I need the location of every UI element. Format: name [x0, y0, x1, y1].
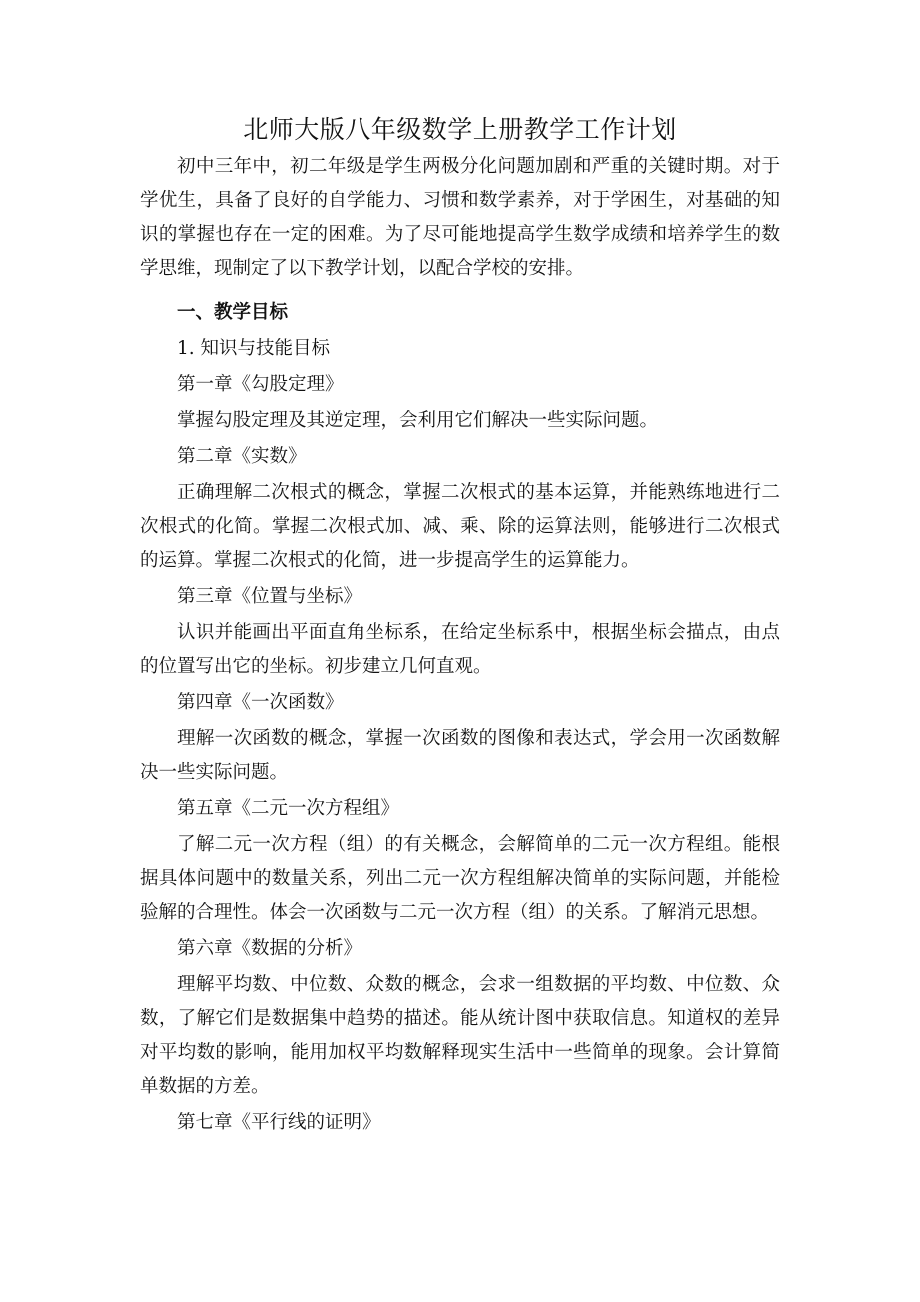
intro-paragraph: 初中三年中，初二年级是学生两极分化问题加剧和严重的关键时期。对于学优生，具备了良好的自学能力、习惯和数学素养，对于学困生，对基础的知识的掌握也存在一定的困难。为了尽可能地提高学生数学成绩和培养学生的数学思维，现制定了以下教学计划，以配合学校的安排。	[140, 156, 780, 279]
chapter-1-text: 掌握勾股定理及其逆定理，会利用它们解决一些实际问题。	[177, 410, 659, 431]
chapter-2-title: 第二章《实数》	[177, 446, 307, 467]
chapter-1-title: 第一章《勾股定理》	[177, 374, 344, 395]
document-title: 北师大版八年级数学上册教学工作计划	[243, 115, 677, 144]
subsection-heading: 1. 知识与技能目标	[177, 338, 331, 359]
section-heading: 一、教学目标	[177, 302, 289, 323]
chapter-5-title: 第五章《二元一次方程组》	[177, 798, 400, 819]
document-body	[140, 150, 780, 1140]
chapter-6-title: 第六章《数据的分析》	[177, 938, 363, 959]
chapter-7-title: 第七章《平行线的证明》	[177, 1112, 381, 1133]
chapter-3-title: 第三章《位置与坐标》	[177, 586, 363, 607]
chapter-5-text: 了解二元一次方程（组）的有关概念，会解简单的二元一次方程组。能根据具体问题中的数量关系，列出二元一次方程组解决简单的实际问题，并能检验解的合理性。体会一次函数与二元一次方程（组）的关系。了解消元思想。	[140, 834, 780, 923]
chapter-6-text: 理解平均数、中位数、众数的概念，会求一组数据的平均数、中位数、众数，了解它们是数据集中趋势的描述。能从统计图中获取信息。知道权的差异对平均数的影响，能用加权平均数解释现实生活中一些简单的现象。会计算简单数据的方差。	[140, 974, 780, 1097]
chapter-4-text: 理解一次函数的概念，掌握一次函数的图像和表达式，学会用一次函数解决一些实际问题。	[140, 728, 780, 783]
chapter-3-text: 认识并能画出平面直角坐标系，在给定坐标系中，根据坐标会描点，由点的位置写出它的坐标。初步建立几何直观。	[140, 622, 780, 677]
chapter-2-text: 正确理解二次根式的概念，掌握二次根式的基本运算，并能熟练地进行二次根式的化简。掌握二次根式加、减、乘、除的运算法则，能够进行二次根式的运算。掌握二次根式的化简，进一步提高学生的运算能力。	[140, 482, 780, 571]
chapter-4-title: 第四章《一次函数》	[177, 692, 344, 713]
